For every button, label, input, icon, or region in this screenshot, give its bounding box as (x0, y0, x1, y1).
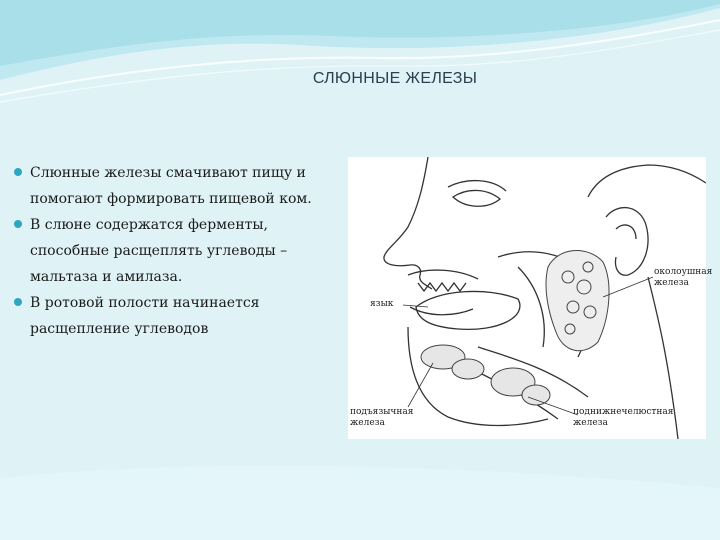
label-submandibular: поднижнечелюстная железа (573, 407, 674, 428)
label-sublingual: подъязычная железа (350, 407, 414, 428)
bullet-dot-icon (14, 298, 22, 306)
bullet-item (14, 212, 354, 290)
bullet-dot-icon (14, 168, 22, 176)
bullet-list (14, 160, 354, 342)
slide-title: СЛЮННЫЕ ЖЕЛЕЗЫ (312, 70, 478, 87)
bottom-wave-decoration (0, 448, 720, 540)
label-parotid: околоушная железа (654, 267, 713, 288)
bullet-line: Слюнные железы смачивают пищу и (30, 165, 306, 181)
bullet-line: способные расщеплять углеводы – (30, 243, 288, 259)
bullet-line: помогают формировать пищевой ком. (30, 191, 312, 207)
top-wave-decoration (0, 0, 720, 110)
label-tongue: язык (370, 299, 394, 309)
bullet-line: расщепление углеводов (30, 321, 209, 337)
bullet-line: мальтаза и амилаза. (30, 269, 183, 285)
salivary-glands-illustration (348, 157, 713, 439)
bullet-item (14, 160, 354, 212)
bullet-dot-icon (14, 220, 22, 228)
anatomy-drawing (348, 157, 706, 439)
bullet-item (14, 290, 354, 342)
bullet-line: В слюне содержатся ферменты, (30, 217, 269, 233)
bullet-line: В ротовой полости начинается (30, 295, 260, 311)
